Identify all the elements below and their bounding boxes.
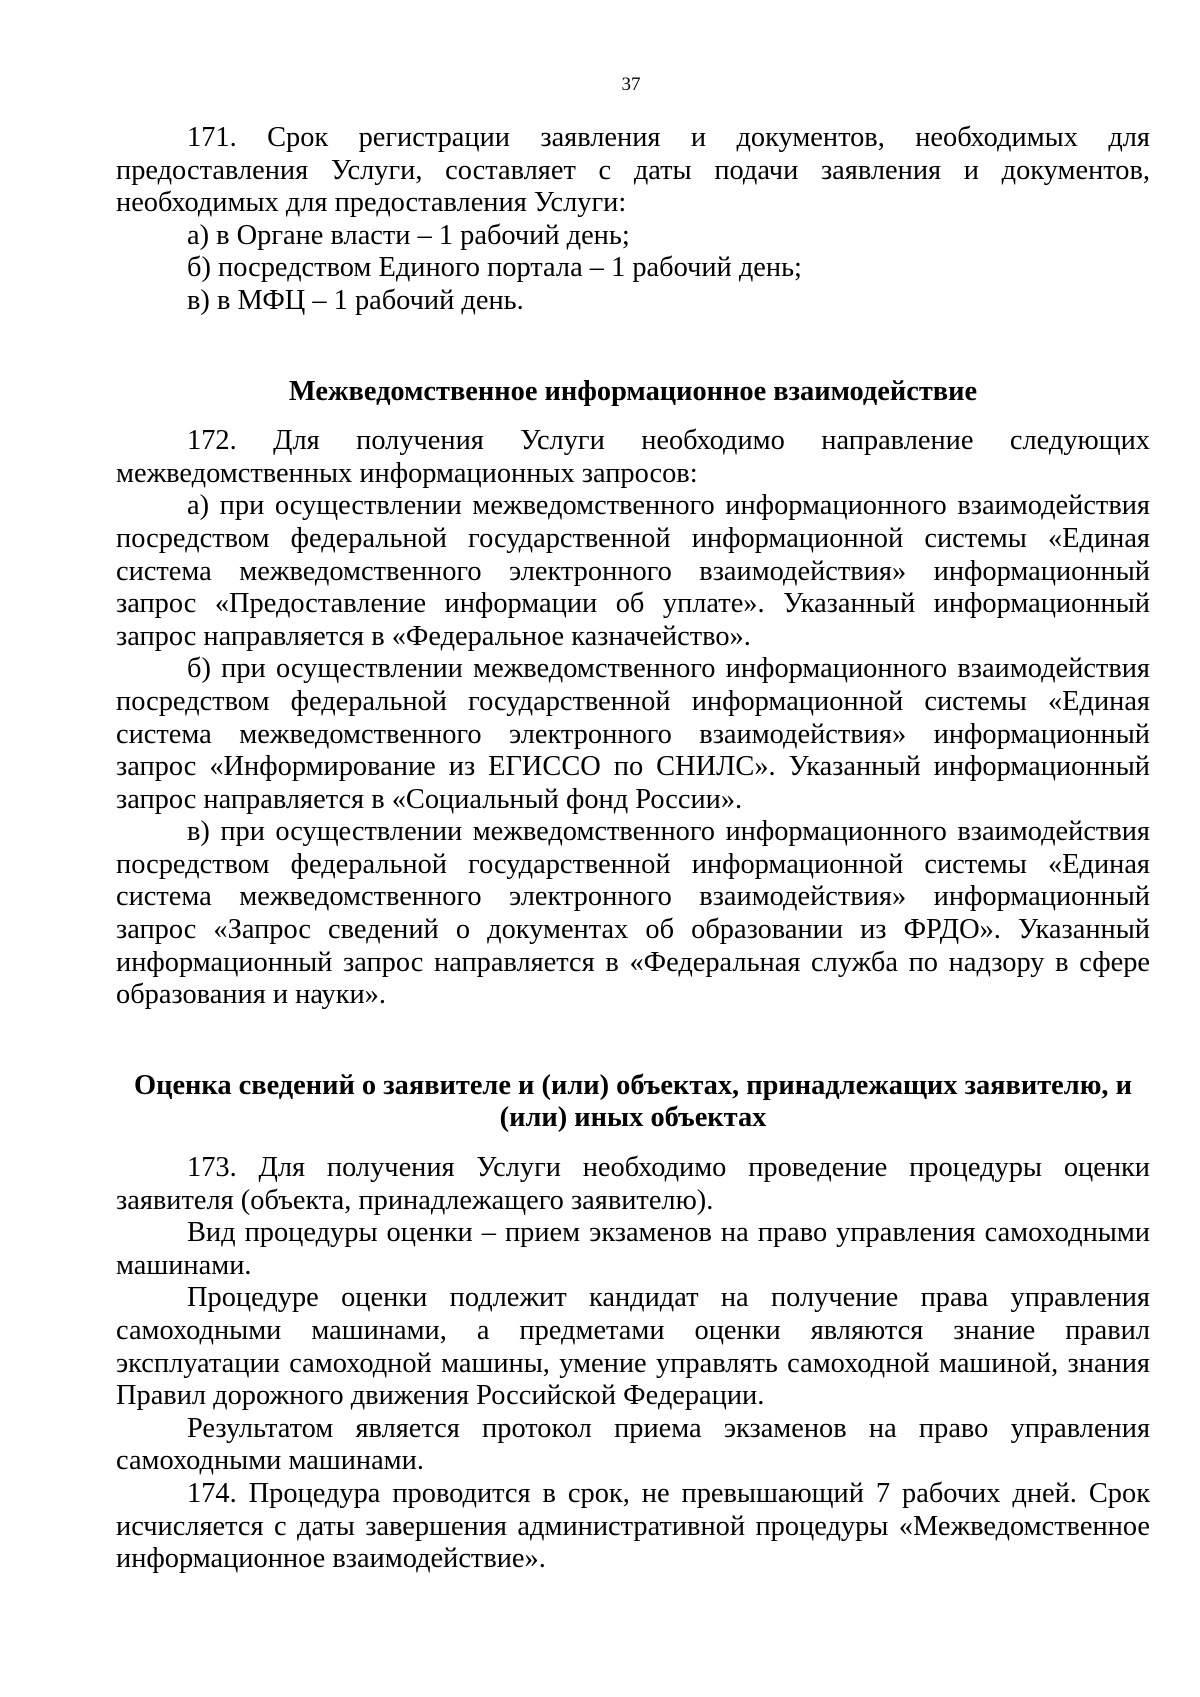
paragraph-172: 172. Для получения Услуги необходимо направление следующих межведомственных информационных запросов: [116, 425, 1150, 489]
spacer [116, 318, 1150, 376]
section-heading-assessment [116, 1070, 1150, 1135]
list-item-171-b: б) посредством Единого портала – 1 рабочий день; [187, 252, 802, 284]
paragraph-assessment-type: Вид процедуры оценки – прием экзаменов на право управления самоходными машинами. [116, 1217, 1150, 1281]
paragraph-172-b: б) при осуществлении межведомственного информационного взаимодействия посредством федеральной государственной информационной системы «Единая система межведомственного электронного взаимодействия» информационный запрос «Информирование из ЕГИССО по СНИЛС». Указанный информационный запрос направляется в «Социальный фонд России». [116, 653, 1150, 815]
spacer [116, 1135, 1150, 1152]
paragraph-171: 171. Срок регистрации заявления и документов, необходимых для предоставления Услуги, составляет с даты подачи заявления и документов, необходимых для предоставления Услуги: [116, 122, 1150, 219]
paragraph-172-c: в) при осуществлении межведомственного информационного взаимодействия посредством федеральной государственной информационной системы «Единая система межведомственного электронного взаимодействия» информационный запрос «Запрос сведений о документах об образовании из ФРДО». Указанный информационный запрос направляется в «Федеральная служба по надзору в сфере образования и науки». [116, 816, 1150, 1011]
paragraph-174: 174. Процедура проводится в срок, не превышающий 7 рабочих дней. Срок исчисляется с даты завершения административной процедуры «Межведомственное информационное взаимодействие». [116, 1477, 1150, 1575]
spacer [116, 408, 1150, 425]
paragraph-assessment-result: Результатом является протокол приема экзаменов на право управления самоходными машинами. [116, 1412, 1150, 1477]
spacer [116, 1012, 1150, 1070]
section-heading-interagency: Межведомственное информационное взаимодействие [288, 375, 978, 407]
paragraph-assessment-subject: Процедуре оценки подлежит кандидат на получение права управления самоходными машинами, а предметами оценки являются знание правил эксплуатации самоходной машины, умение управлять самоходной машиной, знания Правил дорожного движения Российской Федерации. [116, 1282, 1150, 1412]
section-heading-assessment-line1: Оценка сведений о заявителе и (или) объектах, принадлежащих заявителю, и [134, 1069, 1132, 1101]
document-body [116, 122, 1150, 1576]
list-item-171-a: а) в Органе власти – 1 рабочий день; [187, 219, 630, 251]
page-number: 37 [621, 74, 641, 95]
paragraph-172-a: а) при осуществлении межведомственного информационного взаимодействия посредством федеральной государственной информационной системы «Единая система межведомственного электронного взаимодействия» информационный запрос «Предоставление информации об уплате». Указанный информационный запрос направляется в «Федеральное казначейство». [116, 490, 1150, 652]
section-heading-assessment-line2: (или) иных объектах [499, 1102, 767, 1134]
list-item-171-c: в) в МФЦ – 1 рабочий день. [187, 284, 524, 316]
paragraph-173: 173. Для получения Услуги необходимо проведение процедуры оценки заявителя (объекта, принадлежащего заявителю). [116, 1152, 1150, 1216]
